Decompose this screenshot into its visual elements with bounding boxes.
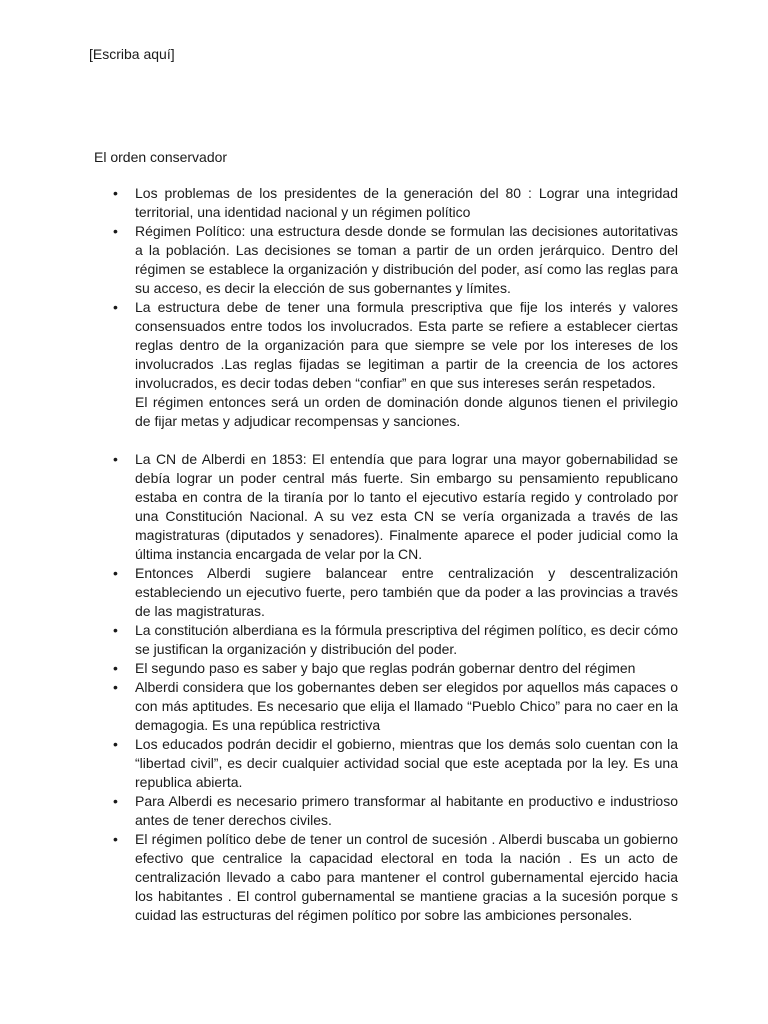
document-title: El orden conservador [94,149,228,165]
list-item-text: • El régimen político debe de tener un control de sucesión . Alberdi buscaba un gobierno efectivo que centralice la capacidad electoral en toda la nación . Es un acto de centralización llevado a cabo para mantener el control gubernamental ejercido hacia los habitantes . El control gubernamental se mantiene gracias a la sucesión porque s cuidad las estructuras del régimen político por sobre las ambiciones personales. [135,831,678,923]
list-item-text: • La CN de Alberdi en 1853: El entendía que para lograr una mayor gobernabilidad se debía lograr un poder central más fuerte. Sin embargo su pensamiento republicano estaba en contra de la tiranía por lo tanto el ejecutivo estaría regido y controlado por una Constitución Nacional. A su vez esta CN se vería organizada a través de las magistraturas (diputados y senadores). Finalmente aparece el poder judicial como la última instancia encargada de velar por la CN. [135,451,678,562]
list-item [135,222,678,298]
list-item-text: • La constitución alberdiana es la fórmula prescriptiva del régimen político, es decir cómo se justifican la organización y distribución del poder. [135,622,678,657]
list-item [135,678,678,735]
list-item [135,298,678,431]
list-item [135,659,678,678]
list-item-text: • Alberdi considera que los gobernantes deben ser elegidos por aquellos más capaces o con más aptitudes. Es necesario que elija el llamado “Pueblo Chico” para no caer en la demagogia. Es una república restrictiva [135,679,678,733]
list-item-text: • Para Alberdi es necesario primero transformar al habitante en productivo e industrioso antes de tener derechos civiles. [135,793,678,828]
bullet-list [0,184,768,925]
header-placeholder[interactable]: [Escriba aquí] [89,46,175,62]
list-item-text: • Los educados podrán decidir el gobierno, mientras que los demás solo cuentan con la “libertad civil”, es decir cualquier actividad social que este aceptada por la ley. Es una republica abierta. [135,736,678,790]
list-item-continuation: El régimen entonces será un orden de dominación donde algunos tienen el privilegio de fijar metas y adjudicar recompensas y sanciones. [135,394,678,429]
list-item [135,564,678,621]
list-item-text: • El segundo paso es saber y bajo que reglas podrán gobernar dentro del régimen [135,660,636,676]
list-item-text: • Entonces Alberdi sugiere balancear entre centralización y descentralización estableciendo un ejecutivo fuerte, pero también que da poder a las provincias a través de las magistraturas. [135,565,678,619]
list-item [135,830,678,925]
list-item [135,621,678,659]
list-item-text: • Régimen Político: una estructura desde donde se formulan las decisiones autoritativas a la población. Las decisiones se toman a partir de un orden jerárquico. Dentro del régimen se establece la organización y distribución del poder, así como las reglas para su acceso, es decir la elección de sus gobernantes y límites. [135,223,678,296]
list-item [135,792,678,830]
list-item-text: • Los problemas de los presidentes de la generación del 80 : Lograr una integridad territorial, una identidad nacional y un régimen político [135,185,678,220]
list-item [135,184,678,222]
list-item [135,450,678,564]
list-item-text: • La estructura debe de tener una formula prescriptiva que fije los interés y valores consensuados entre todos los involucrados. Esta parte se refiere a establecer ciertas reglas dentro de la organización para que siempre se vele por los intereses de los involucrados .Las reglas fijadas se legitiman a partir de la creencia de los actores involucrados, es decir todas deben “confiar” en que sus intereses serán respetados. [135,299,678,391]
list-item [135,735,678,792]
